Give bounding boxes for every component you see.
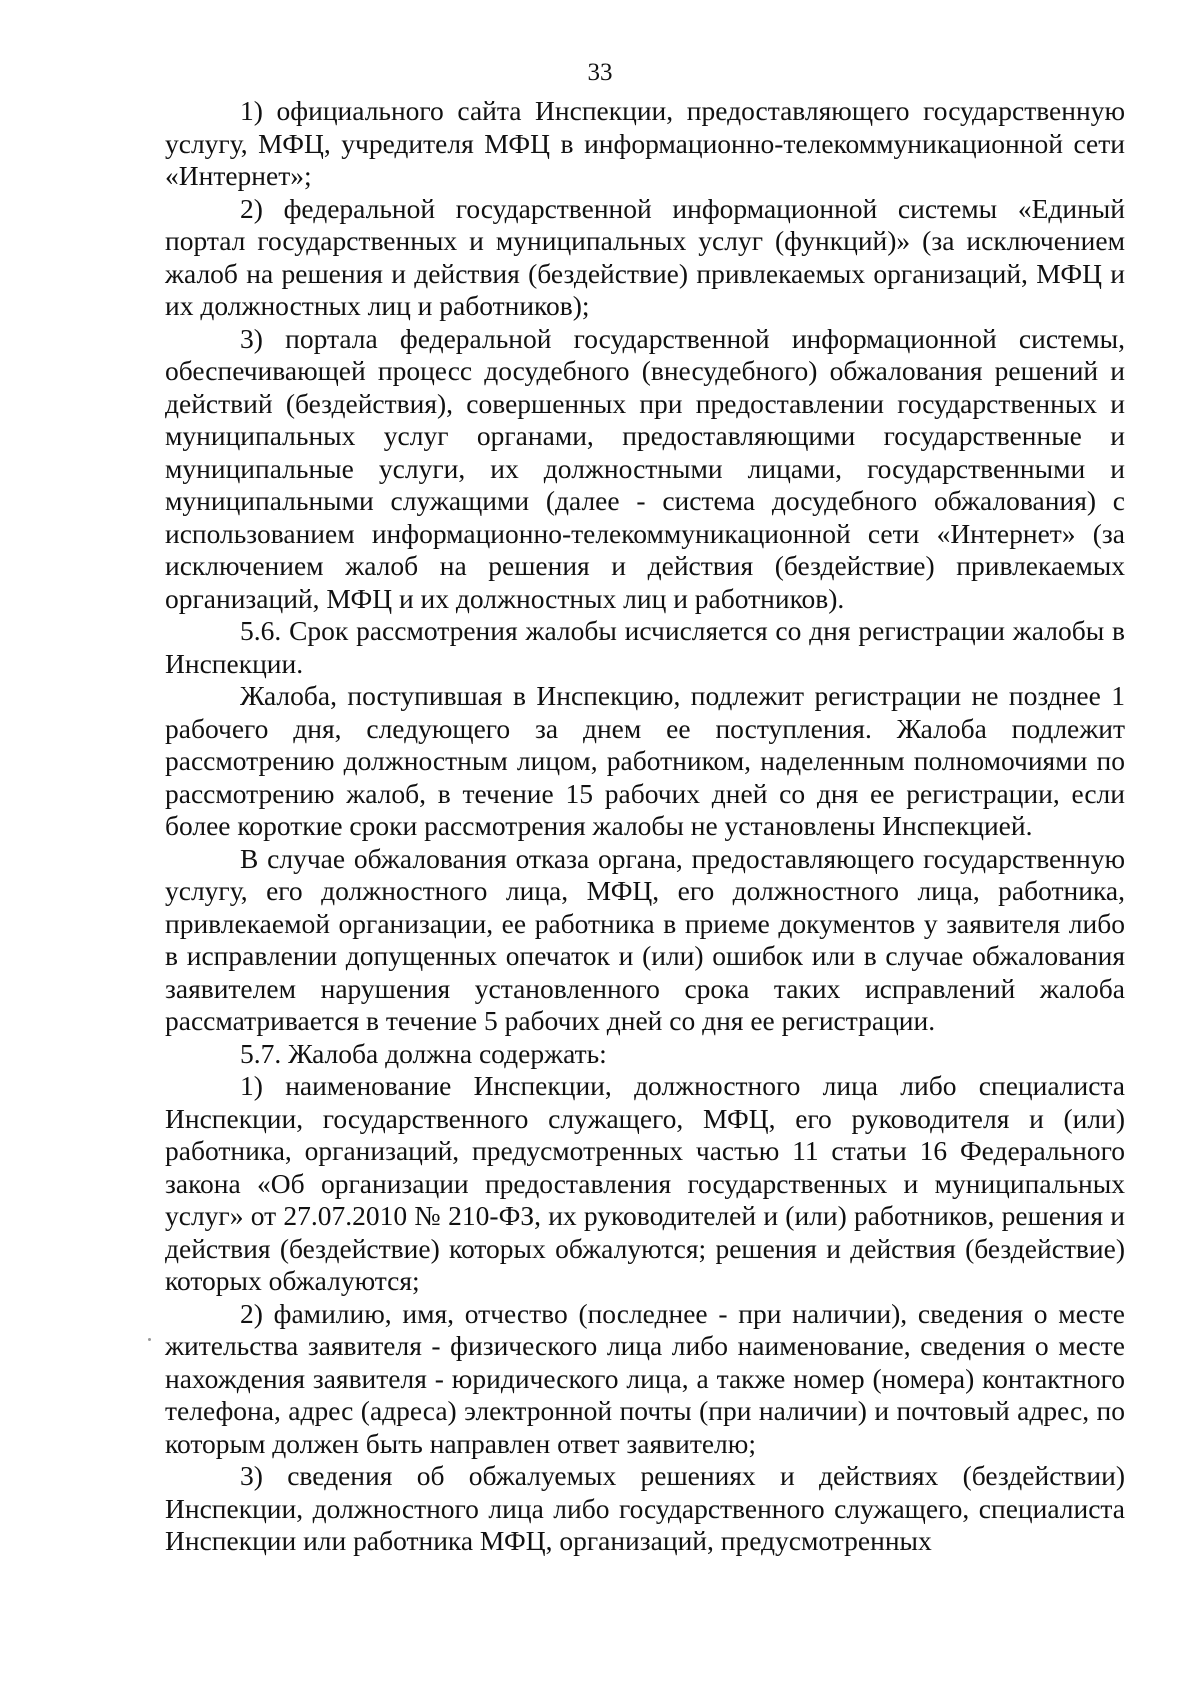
- page-number: 33: [587, 59, 613, 86]
- paragraph-item-1-official-site: 1) официального сайта Инспекции, предоставляющего государственную услугу, МФЦ, учредителя МФЦ в информационно-телекоммуникационной сети «Интернет»;: [165, 95, 1125, 191]
- paragraph-item-2-federal-portal: 2) федеральной государственной информационной системы «Единый портал государственных и муниципальных услуг (функций)» (за исключением жалоб на решения и действия (бездействие) привлекаемых организаций, МФЦ и их должностных лиц и работников);: [165, 192, 1125, 321]
- paragraph-item-3-pretrial-system-portal: 3) портала федеральной государственной информационной системы, обеспечивающей процесс досудебного (внесудебного) обжалования решений и действий (бездействия), совершенных при предоставлении государственных и муниципальных услуг органами, предоставляющими государственные и муниципальные услуги, их должностными лицами, государственными и муниципальными служащими (далее - система досудебного обжалования) с использованием информационно-телекоммуникационной сети «Интернет» (за исключением жалоб на решения и действия (бездействие) привлекаемых организаций, МФЦ и их должностных лиц и работников).: [165, 322, 1125, 614]
- paragraph-complaint-registration: Жалоба, поступившая в Инспекцию, подлежит регистрации не позднее 1 рабочего дня, следующего за днем ее поступления. Жалоба подлежит рассмотрению должностным лицом, работником, наделенным полномочиями по рассмотрению жалоб, в течение 15 рабочих дней со дня ее регистрации, если более короткие сроки рассмотрения жалобы не установлены Инспекцией.: [165, 680, 1125, 841]
- paragraph-contents-item-3: 3) сведения об обжалуемых решениях и действиях (бездействии) Инспекции, должностного лица либо государственного служащего, специалиста Инспекции или работника МФЦ, организаций, предусмотренных: [165, 1460, 1125, 1556]
- scan-speck: [148, 1338, 151, 1341]
- document-body: [165, 95, 1125, 1558]
- paragraph-refusal-appeal: В случае обжалования отказа органа, предоставляющего государственную услугу, его должностного лица, МФЦ, его должностного лица, работника, привлекаемой организации, ее работника в приеме документов у заявителя либо в исправлении допущенных опечаток и (или) ошибок или в случае обжалования заявителем нарушения установленного срока таких исправлений жалоба рассматривается в течение 5 рабочих дней со дня ее регистрации.: [165, 842, 1125, 1036]
- paragraph-contents-item-1: 1) наименование Инспекции, должностного лица либо специалиста Инспекции, государственного служащего, МФЦ, его руководителя и (или) работника, организаций, предусмотренных частью 11 статьи 16 Федерального закона «Об организации предоставления государственных и муниципальных услуг» от 27.07.2010 № 210-ФЗ, их руководителей и (или) работников, решения и действия (бездействие) которых обжалуются; решения и действия (бездействие) которых обжалуются;: [165, 1070, 1125, 1296]
- paragraph-contents-item-2: 2) фамилию, имя, отчество (последнее - при наличии), сведения о месте жительства заявителя - физического лица либо наименование, сведения о месте нахождения заявителя - юридического лица, а также номер (номера) контактного телефона, адрес (адреса) электронной почты (при наличии) и почтовый адрес, по которым должен быть направлен ответ заявителю;: [165, 1297, 1125, 1459]
- paragraph-5-7-complaint-contents: 5.7. Жалоба должна содержать:: [240, 1037, 607, 1069]
- paragraph-5-6-review-period: 5.6. Срок рассмотрения жалобы исчисляется со дня регистрации жалобы в Инспекции.: [165, 615, 1125, 679]
